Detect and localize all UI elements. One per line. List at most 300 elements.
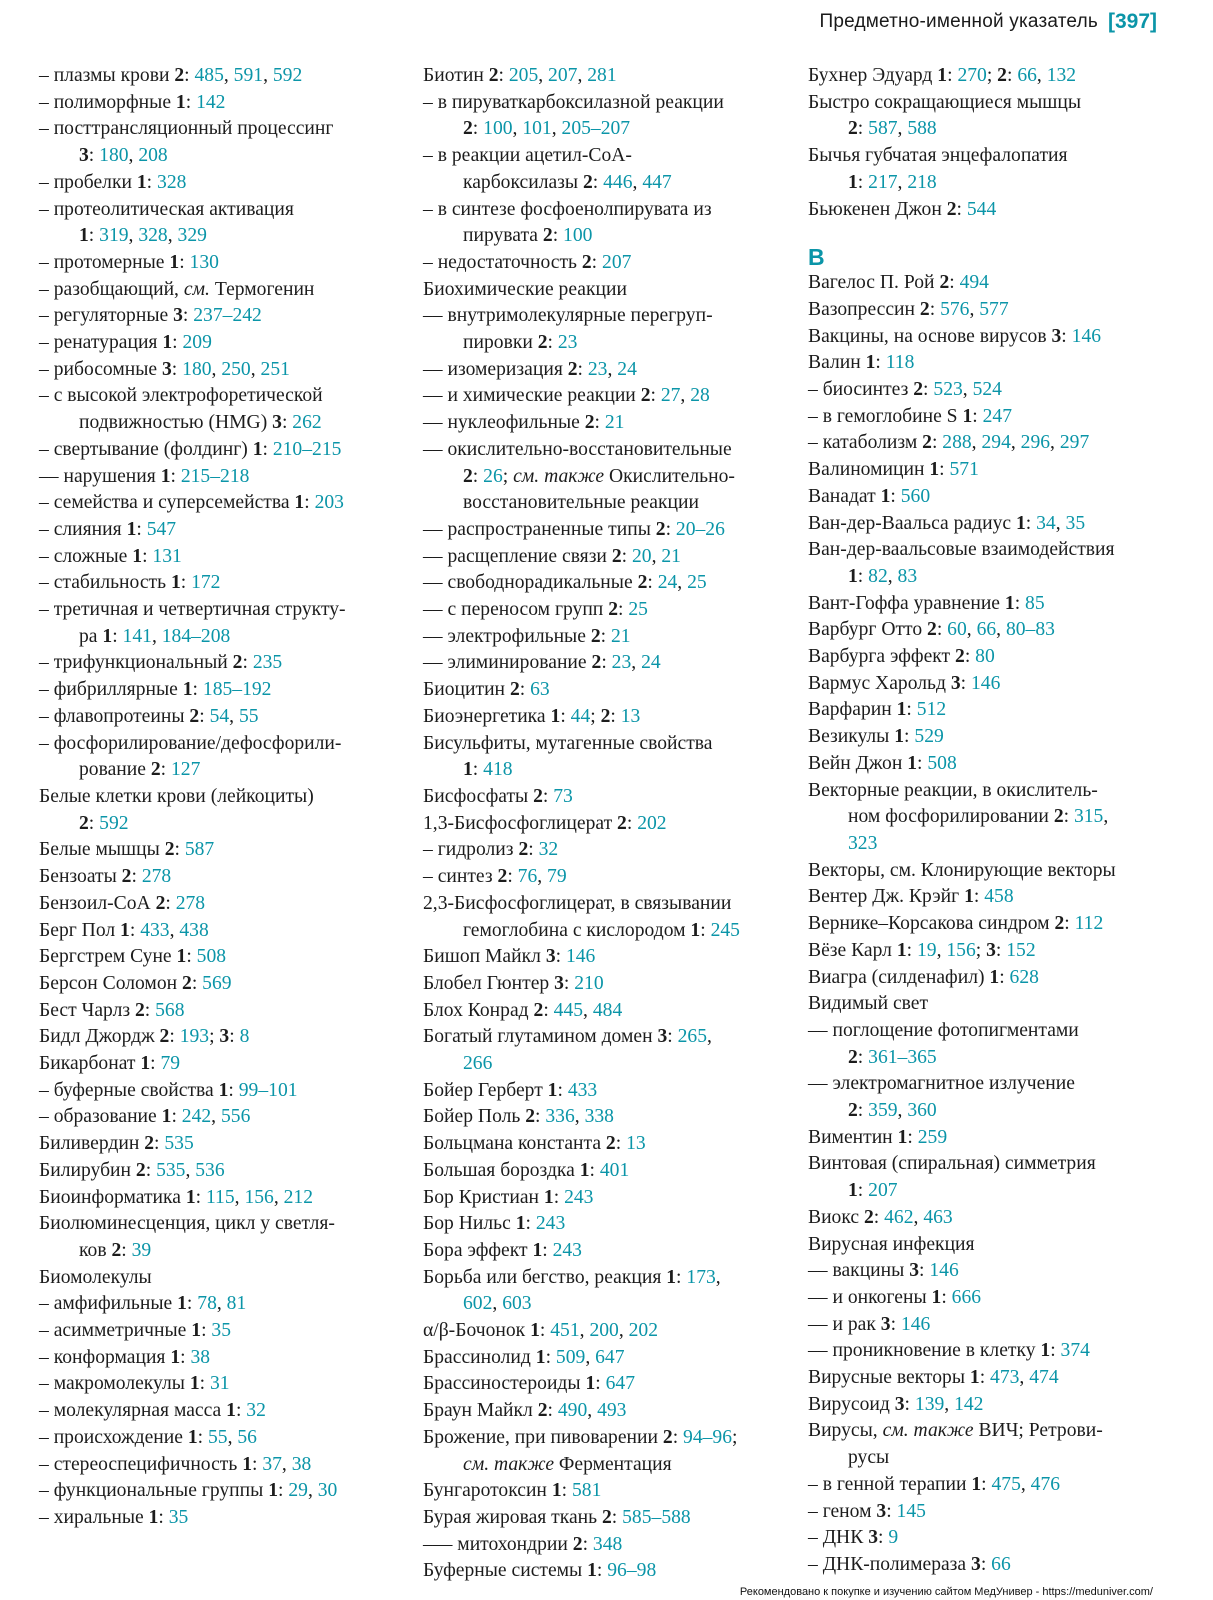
page-link[interactable]: 237–242 [193,305,262,327]
page-link[interactable]: 647 [595,1346,625,1368]
page-link[interactable]: 509 [555,1346,586,1368]
page-link[interactable]: 34 [1036,512,1056,534]
page-link[interactable]: 490 [557,1400,588,1422]
index-entry: Ванадат 1: 560 [808,485,931,507]
page-link[interactable]: 132 [1046,65,1077,86]
volume-number: 1 [102,625,113,647]
volume-number: 2 [509,679,520,701]
index-entry: Вазопрессин 2: 576, 577 [808,298,1009,320]
volume-number: 1 [535,1346,546,1368]
index-entry: Биоцитин 2: 63 [423,679,550,701]
volume-number: 2 [182,972,192,994]
page-link[interactable]: 374 [1060,1340,1090,1362]
index-entry: Бест Чарлз 2: 568 [39,999,185,1021]
page-link[interactable]: 29 [288,1480,308,1502]
page-link[interactable]: 587 [184,839,215,861]
page-link[interactable]: 446 [603,171,633,193]
page-link[interactable]: 205–207 [561,118,631,140]
page-link[interactable]: 212 [283,1186,314,1208]
volume-number: 1 [120,919,130,941]
index-entry: Бидл Джордж 2: 193; 3: 8 [39,1026,250,1048]
page-number: [397] [1107,10,1157,33]
page-link[interactable]: 55 [207,1426,228,1448]
index-entry: Валиномицин 1: 571 [808,459,979,481]
page-link[interactable]: 512 [916,699,947,721]
volume-number: 1 [880,485,891,507]
volume-number: 1 [894,726,905,748]
page-link[interactable]: 142 [196,91,226,113]
page-link[interactable]: 55 [238,705,259,727]
page-link[interactable]: 569 [202,972,232,994]
page-link[interactable]: 185–192 [202,679,272,701]
volume-number: 1 [587,1560,597,1582]
index-entry: ––– митохондрии 2: 348 [423,1533,623,1555]
page-link[interactable]: 523 [933,379,963,401]
cross-reference: см. также [463,1453,555,1475]
index-entry: Ван-дер-ваальсовые взаимодействия 1: 82, 83 [808,539,1115,587]
page-link[interactable]: 251 [260,358,290,380]
page-link[interactable]: 80 [975,646,995,668]
page-link[interactable]: 296 [1020,432,1051,454]
volume-number: 1 [666,1266,677,1288]
page-link[interactable]: 146 [900,1313,931,1335]
page-link[interactable]: 180 [182,358,212,380]
volume-number: 1 [126,518,137,540]
page-link[interactable]: 463 [923,1206,953,1228]
page-link[interactable]: 535 [164,1133,194,1155]
volume-number: 2 [605,1133,616,1155]
page-link[interactable]: 24 [641,652,661,674]
running-header [819,4,1157,40]
page-link[interactable]: 99–101 [238,1079,298,1101]
footer-note: Рекомендовано к покупке и изучению сайтом МедУнивер - https://meduniver.com/ [739,1586,1153,1598]
volume-number: 2 [232,652,243,674]
volume-number: 2 [927,619,937,641]
page-link[interactable]: 82 [868,565,888,587]
page-link[interactable]: 473 [990,1367,1020,1389]
page-link[interactable]: 60 [947,619,967,641]
page-link[interactable]: 210 [574,972,604,994]
volume-number: 2 [997,65,1007,86]
page-link[interactable]: 115 [205,1186,235,1208]
page-link[interactable]: 588 [907,118,937,140]
index-entry: Вирусоид 3: 139, 142 [808,1393,984,1415]
page-link[interactable]: 294 [981,432,1011,454]
page-link[interactable]: 37 [262,1453,282,1475]
page-link[interactable]: 208 [138,145,168,167]
page-link[interactable]: 666 [951,1286,982,1308]
page-link[interactable]: 172 [191,572,221,594]
page-link[interactable]: 44 [570,705,591,727]
page-link[interactable]: 25 [628,599,648,621]
volume-number: 2 [913,379,924,401]
volume-number: 2 [584,412,595,434]
page-link[interactable]: 433 [567,1079,598,1101]
page-link[interactable]: 245 [710,919,740,941]
page-link[interactable]: 209 [182,332,212,354]
page-link[interactable]: 156 [244,1186,274,1208]
page-link[interactable]: 202 [628,1320,659,1342]
index-entry: – слияния 1: 547 [39,518,177,540]
page-link[interactable]: 536 [195,1159,225,1181]
page-link[interactable]: 247 [982,405,1012,427]
page-link[interactable]: 418 [483,759,513,781]
page-link[interactable]: 142 [954,1393,984,1415]
volume-number: 2 [135,1159,146,1181]
index-entry: Бора эффект 1: 243 [423,1239,582,1261]
page-link[interactable]: 474 [1029,1367,1059,1389]
page-link[interactable]: 647 [605,1373,635,1395]
volume-number: 1 [136,171,147,193]
page-link[interactable]: 146 [929,1260,959,1282]
index-entry: Белые мышцы 2: 587 [39,839,215,861]
page-link[interactable]: 101 [522,118,552,140]
volume-number: 1 [79,225,89,247]
page-link[interactable]: 54 [209,705,230,727]
index-entry: Бычья губчатая энцефалопатия 1: 217, 218 [808,145,1068,193]
volume-number: 1 [550,705,561,727]
page-link[interactable]: 23 [587,358,608,380]
page-link[interactable]: 24 [617,358,637,380]
page-link[interactable]: 243 [552,1239,582,1261]
index-entry: –– нуклеофильные 2: 21 [423,412,625,434]
page-link[interactable]: 243 [564,1186,594,1208]
volume-number: 3 [950,672,961,694]
page-link[interactable]: 180 [99,145,129,167]
volume-number: 2 [848,1046,858,1068]
page-link[interactable]: 278 [141,866,172,888]
page-link[interactable]: 297 [1059,432,1090,454]
page-link[interactable]: 508 [196,946,227,968]
volume-number: 1 [896,699,907,721]
page-link[interactable]: 66 [1017,65,1037,86]
index-entry: Вентер Дж. Крэйг 1: 458 [808,886,1014,908]
index-entry: Блох Конрад 2: 445, 484 [423,999,623,1021]
page-link[interactable]: 32 [538,839,559,861]
page-link[interactable]: 85 [1025,592,1045,614]
page-link[interactable]: 100 [563,225,593,247]
page-link[interactable]: 26 [483,465,503,487]
page-link[interactable]: 73 [553,785,573,807]
page-link[interactable]: 587 [868,118,898,140]
index-entry: – стереоспецифичность 1: 37, 38 [39,1453,312,1475]
volume-number: 1 [175,91,186,113]
page-link[interactable]: 493 [597,1400,627,1422]
index-entry: – плазмы крови 2: 485, 591, 592 [39,65,303,86]
page-link[interactable]: 146 [565,946,596,968]
page-link[interactable]: 202 [637,812,667,834]
page-link[interactable]: 556 [220,1106,251,1128]
page-link[interactable]: 83 [897,565,918,587]
page-link[interactable]: 451 [550,1320,580,1342]
page-link[interactable]: 23 [611,652,632,674]
page-link[interactable]: 338 [584,1106,614,1128]
page-link[interactable]: 9 [888,1527,899,1549]
page-link[interactable]: 193 [179,1026,210,1048]
page-link[interactable]: 485 [194,65,224,86]
page-link[interactable]: 146 [970,672,1001,694]
volume-number: 2 [537,332,548,354]
index-entry: Биоинформатика 1: 115, 156, 212 [39,1186,314,1208]
index-entry: Бор Нильс 1: 243 [423,1213,566,1235]
page-link[interactable]: 81 [226,1293,247,1315]
page-link[interactable]: 591 [233,65,264,86]
page-link[interactable]: 281 [587,65,617,86]
page-link[interactable]: 288 [942,432,972,454]
page-link[interactable]: 243 [535,1213,566,1235]
page-link[interactable]: 19 [916,939,937,961]
page-link[interactable]: 447 [642,171,672,193]
page-link[interactable]: 458 [984,886,1014,908]
page-link[interactable]: 401 [599,1159,630,1181]
page-link[interactable]: 217 [868,171,898,193]
page-link[interactable]: 568 [155,999,185,1021]
volume-number: 2 [848,1100,858,1122]
page-link[interactable]: 462 [884,1206,914,1228]
index-entry: – ДНК-полимераза 3: 66 [808,1553,1011,1575]
page-link[interactable]: 328 [157,171,187,193]
page-link[interactable]: 205 [508,65,539,86]
page-link[interactable]: 577 [979,298,1009,320]
page-link[interactable]: 200 [589,1320,619,1342]
volume-number: 2 [617,812,627,834]
index-entry: Больцмана константа 2: 13 [423,1133,646,1155]
page-link[interactable]: 27 [660,385,681,407]
volume-number: 2 [159,1026,170,1048]
page-link[interactable]: 118 [885,352,915,374]
page-link[interactable]: 329 [177,225,207,247]
page-link[interactable]: 127 [171,759,201,781]
page-link[interactable]: 544 [966,198,997,220]
page-link[interactable]: 24 [657,572,678,594]
page-link[interactable]: 361–365 [868,1046,937,1068]
page-link[interactable]: 315 [1073,806,1104,828]
volume-number: 2 [655,518,666,540]
page-link[interactable]: 173 [686,1266,716,1288]
page-link[interactable]: 494 [959,272,989,294]
page-link[interactable]: 476 [1030,1473,1061,1495]
page-link[interactable]: 445 [553,999,584,1021]
page-link[interactable]: 30 [317,1480,338,1502]
page-link[interactable]: 66 [976,619,997,641]
index-entry: Вакцины, на основе вирусов 3: 146 [808,325,1102,347]
page-link[interactable]: 266 [463,1053,493,1075]
index-entry: – фибриллярные 1: 185–192 [39,679,272,701]
page-link[interactable]: 529 [914,726,944,748]
volume-number: 3 [894,1393,905,1415]
index-entry: –– расщепление связи 2: 20, 21 [423,545,681,567]
page-link[interactable]: 35 [1065,512,1086,534]
volume-number: 3 [657,1026,668,1048]
volume-number: 2 [591,652,602,674]
volume-number: 1 [162,332,173,354]
index-entry: –– внутримолекулярные перегруп- пировки 2: 23 [423,305,713,354]
page-link[interactable]: 592 [99,812,129,834]
page-link[interactable]: 32 [246,1400,266,1422]
page-link[interactable]: 328 [138,225,168,247]
volume-number: 1 [848,565,858,587]
page-link[interactable]: 475 [991,1473,1021,1495]
page-link[interactable]: 218 [907,171,937,193]
page-link[interactable]: 31 [209,1373,230,1395]
index-entry: –– изомеризация 2: 23, 24 [423,358,637,380]
page-link[interactable]: 146 [1071,325,1102,347]
volume-number: 1 [187,1426,198,1448]
page-link[interactable]: 581 [571,1480,602,1502]
index-entry: –– поглощение фотопигментами 2: 361–365 [808,1019,1079,1068]
page-link[interactable]: 20–26 [675,518,725,540]
page-link[interactable]: 359 [868,1100,898,1122]
page-link[interactable]: 535 [156,1159,186,1181]
page-link[interactable]: 433 [140,919,170,941]
page-link[interactable]: 576 [940,298,970,320]
page-link[interactable]: 319 [99,225,129,247]
page-link[interactable]: 250 [221,358,251,380]
index-entry: Векторные реакции, в окислитель- ном фосфорилировании 2: 315, 323 [808,779,1109,854]
page-link[interactable]: 131 [152,545,182,567]
volume-number: 1 [160,465,171,487]
index-entry: – регуляторные 3: 237–242 [39,305,262,327]
page-link[interactable]: 602 [463,1293,493,1315]
volume-number: 1 [530,1320,540,1342]
page-link[interactable]: 76 [517,866,538,888]
page-link[interactable]: 508 [927,752,957,774]
page-link[interactable]: 79 [547,866,567,888]
index-entry: Биоэнергетика 1: 44; 2: 13 [423,705,641,727]
volume-number: 2 [121,866,132,888]
page-link[interactable]: 21 [661,545,681,567]
page-link[interactable]: 25 [687,572,707,594]
page-link[interactable]: 152 [1006,939,1036,961]
page-link[interactable]: 360 [907,1100,937,1122]
volume-number: 3 [162,358,172,380]
page-link[interactable]: 184–208 [161,625,231,647]
page-link[interactable]: 259 [917,1126,948,1148]
index-entry: Бухнер Эдуард 1: 270; 2: 66, 132 [808,65,1077,86]
page-link[interactable]: 35 [211,1320,231,1342]
index-entry: – образование 1: 242, 556 [39,1106,251,1128]
page-link[interactable]: 484 [592,999,623,1021]
page-link[interactable]: 207 [602,251,632,273]
page-link[interactable]: 112 [1074,913,1104,935]
volume-number: 1 [1040,1340,1051,1362]
volume-number: 2 [637,572,648,594]
volume-number: 1 [242,1453,252,1475]
index-entry: Вагелос П. Рой 2: 494 [808,272,989,294]
page-link[interactable]: 141 [122,625,152,647]
page-link[interactable]: 235 [252,652,283,674]
page-link[interactable]: 270 [957,65,987,86]
index-entry: Брожение, при пивоварении 2: 94–96; см. также Ферментация [423,1426,738,1475]
page-link[interactable]: 603 [502,1293,532,1315]
page-link[interactable]: 35 [168,1506,189,1528]
page-link[interactable]: 8 [239,1026,250,1048]
page-link[interactable]: 139 [914,1393,945,1415]
volume-number: 1 [463,759,473,781]
page-link[interactable]: 63 [530,679,550,701]
page-link[interactable]: 203 [314,492,344,514]
page-link[interactable]: 66 [991,1553,1011,1575]
page-link[interactable]: 96–98 [607,1560,657,1582]
index-column-2 [423,63,795,1585]
page-link[interactable]: 323 [848,832,878,854]
page-link[interactable]: 348 [592,1533,623,1555]
page-link[interactable]: 156 [946,939,976,961]
page-link[interactable]: 130 [189,251,219,273]
page-link[interactable]: 39 [131,1239,152,1261]
volume-number: 2 [463,118,473,140]
volume-number: 1 [189,1373,200,1395]
page-link[interactable]: 100 [483,118,513,140]
page-link[interactable]: 28 [690,385,710,407]
page-link[interactable]: 524 [972,379,1002,401]
page-link[interactable]: 38 [291,1453,312,1475]
page-link[interactable]: 145 [896,1500,926,1522]
page-link[interactable]: 571 [949,459,979,481]
page-link[interactable]: 21 [610,625,631,647]
page-link[interactable]: 215–218 [180,465,250,487]
page-link[interactable]: 94–96 [683,1426,733,1448]
page-link[interactable]: 21 [604,412,625,434]
page-link[interactable]: 20 [631,545,652,567]
page-link[interactable]: 78 [197,1293,217,1315]
letter-heading: В [808,244,825,271]
volume-number: 2 [164,839,175,861]
volume-number: 1 [937,65,948,86]
volume-number: 2 [601,1506,612,1528]
volume-number: 1 [1015,512,1026,534]
index-entry: Берсон Соломон 2: 569 [39,972,232,994]
page-link[interactable]: 547 [146,518,177,540]
page-link[interactable]: 262 [292,412,322,434]
page-link[interactable]: 56 [237,1426,257,1448]
page-link[interactable]: 336 [545,1106,575,1128]
page-link[interactable]: 210–215 [272,438,342,460]
page-link[interactable]: 278 [175,892,206,914]
index-entry: Бойер Герберт 1: 433 [423,1079,598,1101]
page-link[interactable]: 79 [160,1053,181,1075]
index-entry: Биливердин 2: 535 [39,1133,194,1155]
index-entry: – биосинтез 2: 523, 524 [808,379,1002,401]
page-link[interactable]: 38 [190,1346,211,1368]
page-link[interactable]: 242 [181,1106,212,1128]
index-entry: – ренатурация 1: 209 [39,332,212,354]
page-link[interactable]: 628 [1009,966,1039,988]
page-link[interactable]: 592 [272,65,303,86]
page-link[interactable]: 207 [868,1180,898,1202]
index-entry: – фосфорилирование/дефосфорили- рование 2: 127 [39,732,342,781]
index-entry: – асимметричные 1: 35 [39,1320,231,1342]
index-entry: 1,3-Бисфосфоглицерат 2: 202 [423,812,667,834]
page-link[interactable]: 438 [179,919,209,941]
page-link[interactable]: 23 [557,332,578,354]
volume-number: 1 [177,1293,187,1315]
index-entry: – свертывание (фолдинг) 1: 210–215 [39,438,342,460]
index-entry: – сложные 1: 131 [39,545,182,567]
page-link[interactable]: 13 [626,1133,646,1155]
volume-number: 2 [567,358,578,380]
index-entry: –– электрофильные 2: 21 [423,625,631,647]
page-link[interactable]: 207 [548,65,578,86]
page-link[interactable]: 560 [900,485,931,507]
page-link[interactable]: 265 [677,1026,707,1048]
page-link[interactable]: 13 [620,705,641,727]
page-link[interactable]: 80–83 [1005,619,1055,641]
index-entry: Брассинолид 1: 509, 647 [423,1346,625,1368]
volume-number: 2 [111,1239,122,1261]
index-entry: Вернике–Корсакова синдром 2: 112 [808,913,1104,935]
page-link[interactable]: 585–588 [622,1506,691,1528]
